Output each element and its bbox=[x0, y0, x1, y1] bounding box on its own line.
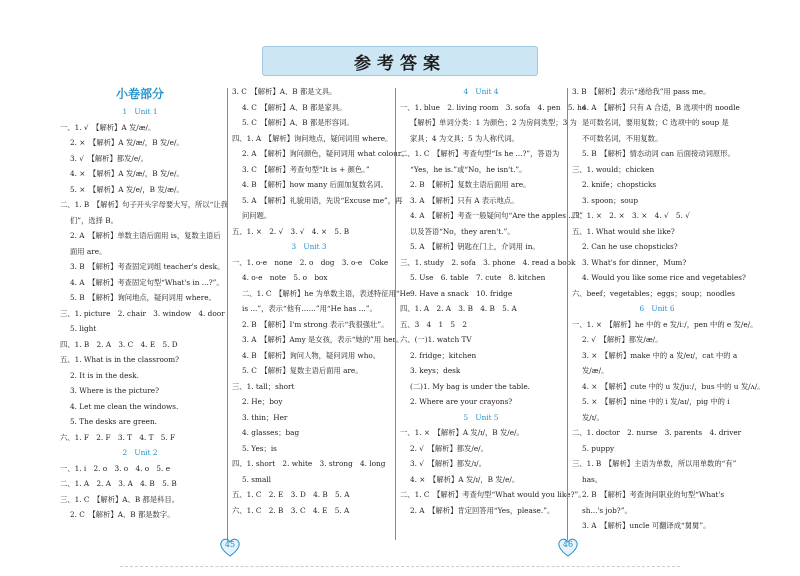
answer-line: 5. × 【解析】A 发/e/，B 发/æ/。 bbox=[70, 184, 184, 194]
answer-line: 二、1. C 【解析】he 为单数主语，表述特征用“He bbox=[242, 288, 411, 298]
answer-line: 一、1. o-e none 2. o dog 3. o-e Coke bbox=[232, 257, 389, 267]
answer-line: 面用 are。 bbox=[70, 246, 107, 256]
answer-line: 六、1. C 2. B 3. C 4. E 5. A bbox=[232, 505, 350, 515]
answer-line: 5. light bbox=[70, 324, 97, 333]
answer-line: 4. B 【解析】询问人物，疑问词用 who。 bbox=[242, 350, 381, 360]
answer-line: 五、1. C 2. E 3. D 4. B 5. A bbox=[232, 490, 350, 499]
answer-line: 五、1. × 2. √ 3. √ 4. × 5. B bbox=[232, 226, 350, 236]
answer-line: 二、1. B 【解析】句子开头字母要大写，所以“让我 bbox=[60, 200, 228, 209]
answer-line: 4. × 【解析】cute 中的 u 发/juː/，bus 中的 u 发/ʌ/。 bbox=[582, 381, 765, 391]
answer-line: 4. C 【解析】A、B 都是家具。 bbox=[242, 102, 347, 112]
answer-line: 二、1. C 【解析】考查句型“Is he ...?”，答语为 bbox=[400, 149, 560, 158]
answer-line: 五、1. What would she like? bbox=[572, 226, 675, 236]
answer-line: 3. C 【解析】考查句型“It is + 颜色。” bbox=[242, 164, 370, 174]
answer-line: 4. A 【解析】只有 A 合适，B 选项中的 noodle bbox=[582, 102, 740, 112]
answer-line: 5. A 【解析】钥匙在门上，介词用 in。 bbox=[410, 242, 540, 251]
footer-divider bbox=[120, 566, 680, 567]
answer-line: 3. keys；desk bbox=[410, 366, 461, 375]
answer-line: 三、1. tall；short bbox=[232, 381, 295, 391]
answer-line: 3. √ 【解析】都发/ɪ/。 bbox=[410, 459, 486, 468]
answer-line: 5. small bbox=[242, 474, 271, 484]
answer-line: sh...'s job?”。 bbox=[582, 505, 632, 515]
section-heading: 1 Unit 1 bbox=[122, 107, 158, 116]
answer-line: 2. He；boy bbox=[242, 397, 283, 406]
answer-line: 家具；4 为文具；5 为人称代词。 bbox=[410, 133, 519, 143]
answer-line: 2. B 【解析】复数主语后面用 are。 bbox=[410, 180, 531, 189]
answer-line: 问问题。 bbox=[242, 211, 272, 220]
answer-line: 5. Yes；is bbox=[242, 443, 277, 453]
answer-line: 3. A 【解析】Amy 是女孩，表示“她的”用 her。 bbox=[242, 335, 404, 344]
column-divider bbox=[395, 88, 396, 540]
answer-line: 2. knife；chopsticks bbox=[582, 180, 657, 189]
answer-line: 2. Can he use chopsticks? bbox=[582, 242, 678, 251]
answer-line: 3. B 【解析】表示“递给我”用 pass me。 bbox=[572, 87, 711, 96]
answer-line: 2. A 【解析】询问颜色，疑问词用 what colour。 bbox=[242, 149, 409, 158]
answer-line: 2. B 【解析】考查询问职业的句型“What's bbox=[582, 490, 725, 499]
answer-line: 3. × 【解析】make 中的 a 发/eɪ/，cat 中的 a bbox=[582, 350, 738, 360]
answer-line: 4. × 【解析】A 发/ɪ/，B 发/e/。 bbox=[410, 474, 520, 484]
answer-line: 4. o-e note 5. o box bbox=[242, 273, 328, 282]
answer-line: 3. What's for dinner，Mum? bbox=[582, 257, 687, 267]
answer-key-banner bbox=[262, 46, 538, 76]
answer-line: 5. C 【解析】A、B 都是形容词。 bbox=[242, 118, 354, 127]
answer-line: “Yes，he is.”或“No，he isn't.”。 bbox=[410, 164, 527, 174]
answer-line: 发/ɪ/。 bbox=[582, 412, 604, 422]
answer-line: 是可数名词，要用复数；C 选项中的 soup 是 bbox=[582, 118, 729, 127]
answer-line: (二)1. My bag is under the table. bbox=[410, 381, 530, 391]
answer-line: 四、1. short 2. white 3. strong 4. long bbox=[232, 459, 386, 468]
answer-line: 3. B 【解析】考查固定词组 teacher's desk。 bbox=[70, 262, 225, 271]
answer-line: 六、beef；vegetables；eggs；soup；noodles bbox=[572, 288, 736, 298]
answer-line: 5. puppy bbox=[582, 443, 615, 453]
answer-line: 5. The desks are green. bbox=[70, 417, 157, 426]
page-number-right: 46 bbox=[562, 540, 574, 549]
banner-title: 参考答案 bbox=[354, 53, 446, 74]
answer-line: 六、(一)1. watch TV bbox=[400, 335, 472, 344]
answer-line: 4. Let me clean the windows. bbox=[70, 401, 179, 411]
section-heading: 4 Unit 4 bbox=[463, 87, 499, 96]
answer-line: 2. C 【解析】A、B 都是数字。 bbox=[70, 510, 175, 519]
section-heading: 5 Unit 5 bbox=[463, 412, 499, 422]
answer-line: 5. Use 6. table 7. cute 8. kitchen bbox=[410, 273, 546, 282]
answer-line: 2. B 【解析】I'm strong 表示“我很强壮”。 bbox=[242, 319, 389, 329]
answer-line: 四、1. × 2. × 3. × 4. √ 5. √ bbox=[572, 211, 690, 220]
answer-line: 2. Where are your crayons? bbox=[410, 397, 513, 406]
answer-line: 3. C 【解析】A、B 都是文具。 bbox=[232, 87, 337, 96]
answer-line: 3. spoon；soup bbox=[582, 195, 638, 205]
answer-line: 三、1. B 【解析】主语为单数，所以用单数的“有” bbox=[572, 459, 737, 468]
answer-line: 5. A 【解析】礼貌用语，先说“Excuse me”，再 bbox=[242, 195, 403, 205]
answer-line: 三、1. C 【解析】A、B 都是科目。 bbox=[60, 494, 180, 504]
answer-line: 4. A 【解析】考查一般疑问句“Are the apples ...?” bbox=[410, 211, 583, 220]
answer-line: 二、1. A 2. A 3. A 4. B 5. B bbox=[60, 479, 177, 488]
section-heading: 6 Unit 6 bbox=[639, 304, 675, 313]
answer-line: 5. C 【解析】复数主语后面用 are。 bbox=[242, 366, 363, 375]
answer-line: 3. A 【解析】uncle 可翻译成“舅舅”。 bbox=[582, 521, 711, 530]
answer-line: is ...”，表示“他有……”用“He has ...”。 bbox=[242, 304, 377, 313]
answer-line: 3. A 【解析】只有 A 表示地点。 bbox=[410, 195, 519, 205]
answer-line: 5. × 【解析】nine 中的 i 发/aɪ/，pig 中的 i bbox=[582, 397, 730, 406]
answer-line: 2. fridge；kitchen bbox=[410, 350, 477, 360]
answer-line: 4. × 【解析】A 发/æ/，B 发/e/。 bbox=[70, 169, 184, 178]
answer-line: 一、1. × 【解析】A 发/ɪ/，B 发/e/。 bbox=[400, 428, 524, 437]
answer-line: 四、1. A 【解析】询问地点，疑问词用 where。 bbox=[232, 133, 393, 143]
answer-line: 一、1. √ 【解析】A 发/æ/。 bbox=[60, 122, 156, 132]
page-number-left: 45 bbox=[224, 540, 236, 549]
answer-line: 3. Where is the picture? bbox=[70, 386, 160, 395]
answer-line: 四、1. A 2. A 3. B 4. B 5. A bbox=[400, 304, 517, 313]
answer-line: 一、1. × 【解析】he 中的 e 发/iː/，pen 中的 e 发/e/。 bbox=[572, 319, 758, 329]
answer-line: 二、1. doctor 2. nurse 3. parents 4. driver bbox=[572, 428, 742, 437]
section-heading: 3 Unit 3 bbox=[291, 242, 327, 251]
section-heading: 2 Unit 2 bbox=[122, 448, 158, 457]
answer-line: 三、1. study 2. sofa 3. phone 4. read a book bbox=[400, 257, 576, 267]
answer-line: 一、1. i 2. o 3. o 4. o 5. e bbox=[60, 463, 171, 473]
answer-line: 4. Would you like some rice and vegetables? bbox=[582, 273, 746, 282]
answer-line: 4. glasses；bag bbox=[242, 428, 300, 437]
answer-line: 2. × 【解析】A 发/æ/，B 发/e/。 bbox=[70, 138, 184, 147]
column-4 bbox=[572, 87, 765, 538]
answer-line: 9. Have a snack 10. fridge bbox=[410, 288, 513, 298]
answer-line: 2. √ 【解析】都发/e/。 bbox=[410, 443, 488, 453]
answer-line: 【解析】单词分类：1 为颜色；2 为房间类型；3 为 bbox=[410, 118, 577, 127]
column-divider bbox=[227, 88, 228, 540]
answer-line: 一、1. blue 2. living room 3. sofa 4. pen 5. he bbox=[400, 102, 587, 112]
answer-line: 2. It is in the desk. bbox=[70, 370, 139, 380]
answer-line: 四、1. B 2. A 3. C 4. E 5. D bbox=[60, 339, 178, 349]
answer-line: 六、1. F 2. F 3. T 4. T 5. F bbox=[60, 432, 176, 442]
answer-line: 三、1. picture 2. chair 3. window 4. door bbox=[60, 308, 225, 318]
answer-line: 五、1. What is in the classroom? bbox=[60, 355, 180, 364]
column-2 bbox=[232, 87, 411, 522]
answer-line: 3. thin；Her bbox=[242, 412, 288, 422]
answer-line: 以及答语“No，they aren't.”。 bbox=[410, 226, 515, 236]
column-3 bbox=[400, 87, 587, 522]
column-divider bbox=[567, 88, 568, 540]
answer-line: 4. B 【解析】how many 后面加复数名词。 bbox=[242, 180, 388, 189]
answer-line: 不可数名词，不用复数。 bbox=[582, 133, 663, 143]
answer-line: has。 bbox=[582, 474, 603, 484]
answer-line: 发/æ/。 bbox=[582, 366, 609, 375]
column-1 bbox=[60, 87, 228, 527]
answer-line: 三、1. would；chicken bbox=[572, 164, 655, 174]
answer-line: 5. B 【解析】询问地点，疑问词用 where。 bbox=[70, 293, 216, 302]
answer-line: 4. A 【解析】考查固定句型“What's in ...?”。 bbox=[70, 277, 224, 287]
answer-line: 五、3 4 1 5 2 bbox=[400, 319, 467, 329]
answer-line: 5. B 【解析】情态动词 can 后面接动词原形。 bbox=[582, 149, 735, 158]
answer-line: 们”，选择 B。 bbox=[70, 215, 118, 225]
answer-line: 3. √ 【解析】都发/e/。 bbox=[70, 153, 148, 163]
answer-line: 二、1. C 【解析】考查句型“What would you like?”。 bbox=[400, 490, 586, 499]
answer-line: 2. √ 【解析】都发/æ/。 bbox=[582, 335, 663, 344]
answer-line: 2. A 【解析】肯定回答用“Yes，please.”。 bbox=[410, 505, 555, 515]
answer-line: 2. A 【解析】单数主语后面用 is，复数主语后 bbox=[70, 231, 221, 240]
section-heading: 小卷部分 bbox=[115, 87, 164, 101]
